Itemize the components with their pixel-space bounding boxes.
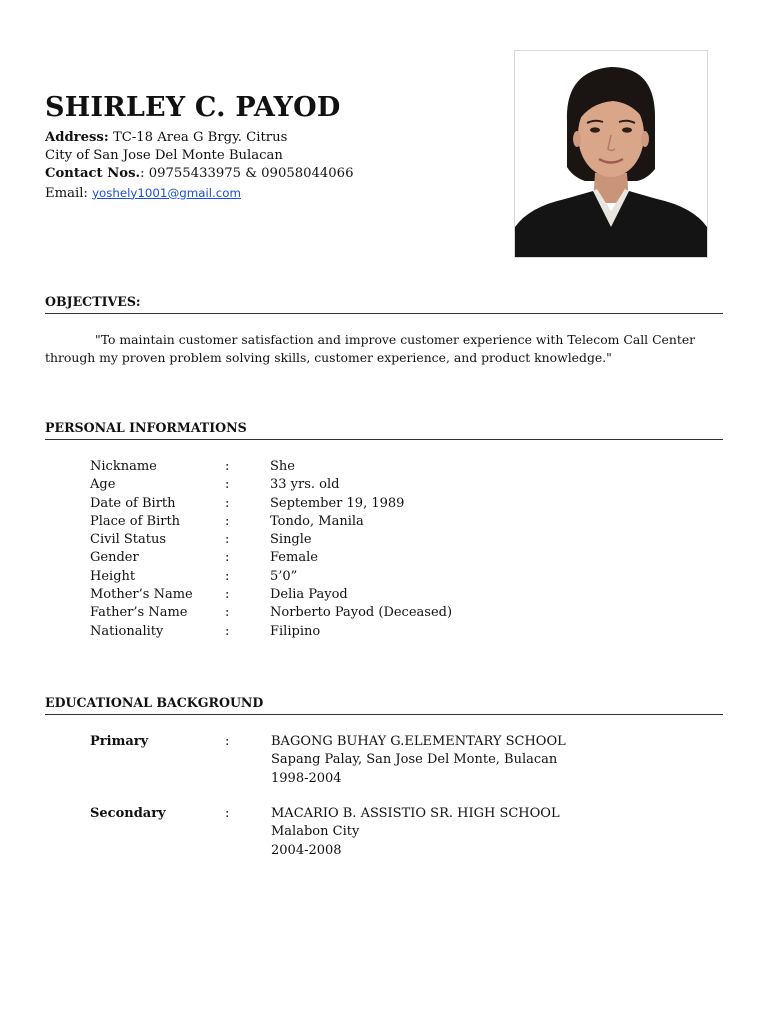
- personal-info-divider: [45, 439, 723, 440]
- education-level-label: Secondary: [90, 806, 166, 821]
- email-link[interactable]: yoshely1001@gmail.com: [92, 185, 241, 200]
- applicant-name: SHIRLEY C. PAYOD: [45, 92, 341, 123]
- address-row: [45, 129, 353, 147]
- info-value: 5’0”: [270, 568, 298, 584]
- school-location: Malabon City: [271, 824, 360, 840]
- contact-block: [45, 129, 353, 203]
- contact-numbers: : 09755433975 & 09058044066: [140, 166, 354, 182]
- info-label: Gender: [90, 550, 139, 566]
- info-value: 33 yrs. old: [270, 477, 340, 493]
- info-label: Father’s Name: [90, 605, 188, 621]
- info-label: Civil Status: [90, 532, 167, 548]
- info-label: Nationality: [90, 623, 164, 639]
- contact-label: Contact Nos.: [45, 166, 141, 182]
- info-colon: :: [225, 513, 230, 529]
- info-value: Norberto Payod (Deceased): [270, 605, 453, 621]
- applicant-photo: [514, 50, 708, 258]
- info-label: Nickname: [90, 459, 157, 474]
- education-colon: :: [225, 734, 230, 749]
- portrait-illustration: [515, 51, 707, 257]
- info-label: Place of Birth: [90, 513, 181, 529]
- email-label: Email:: [45, 185, 88, 201]
- info-colon: :: [225, 605, 230, 621]
- info-label: Date of Birth: [90, 495, 176, 511]
- info-colon: :: [225, 568, 230, 584]
- contact-row: [45, 165, 353, 183]
- address-label: Address:: [45, 130, 109, 145]
- school-years: 2004-2008: [271, 842, 342, 858]
- info-label: Mother’s Name: [90, 587, 193, 603]
- info-colon: :: [225, 550, 230, 566]
- education-details: [271, 733, 566, 788]
- info-colon: :: [225, 495, 230, 511]
- info-value: Filipino: [270, 623, 321, 639]
- info-value: She: [270, 459, 295, 474]
- info-value: Single: [270, 532, 312, 548]
- education-divider: [45, 714, 723, 715]
- info-colon: :: [225, 587, 230, 603]
- personal-info-heading: PERSONAL INFORMATIONS: [45, 420, 247, 435]
- education-colon: :: [225, 806, 230, 821]
- email-row: [45, 184, 353, 203]
- objectives-heading: OBJECTIVES:: [45, 294, 141, 309]
- education-level-label: Primary: [90, 734, 149, 749]
- address-line-1: TC-18 Area G Brgy. Citrus: [112, 130, 288, 145]
- info-label: Age: [90, 477, 116, 493]
- info-colon: :: [225, 623, 230, 639]
- info-value: Delia Payod: [270, 587, 348, 603]
- education-details: [271, 805, 560, 860]
- objectives-divider: [45, 313, 723, 314]
- objective-text: "To maintain customer satisfaction and improve customer experience with Telecom Call Center through my proven problem solving skills, customer experience, and product knowledge.": [45, 332, 696, 365]
- info-colon: :: [225, 477, 230, 493]
- info-colon: :: [225, 532, 230, 548]
- education-heading: EDUCATIONAL BACKGROUND: [45, 695, 264, 710]
- info-colon: :: [225, 459, 230, 474]
- school-location: Sapang Palay, San Jose Del Monte, Bulacan: [271, 752, 558, 768]
- school-years: 1998-2004: [271, 770, 342, 786]
- info-value: September 19, 1989: [270, 495, 405, 511]
- school-name: BAGONG BUHAY G.ELEMENTARY SCHOOL: [271, 734, 566, 749]
- info-value: Tondo, Manila: [270, 513, 364, 529]
- address-line-2: City of San Jose Del Monte Bulacan: [45, 148, 283, 164]
- info-label: Height: [90, 568, 136, 584]
- info-value: Female: [270, 550, 318, 566]
- school-name: MACARIO B. ASSISTIO SR. HIGH SCHOOL: [271, 806, 560, 821]
